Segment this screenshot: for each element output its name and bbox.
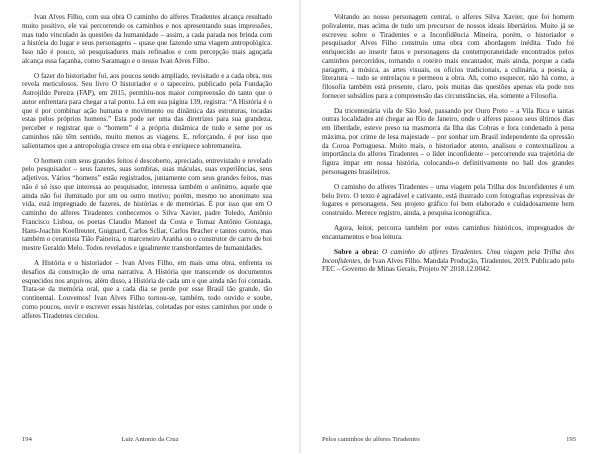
body-paragraph: O homem com seus grandes feitos é descoberto, apreciado, entrevistado e revelado pelo pesquisador – seus fazeres, suas sombras, suas máculas, suas experiências, seus adjetivos. Vários “homens” estão registrados, juntamente com seus grandes feitos, mas não é só isso que interessa ao pesquisador, interessa também o anônimo, aquele que ainda não foi iluminado por um ou outro motivo; porém, mesmo no anonimato sua vida, está impregnado de fazeres, de histórias e de memórias. É por isso que em O caminho do alferes Tiradentes conhecemos o Silva Xavier, padre Toledo, Antônio Francisco Lisboa, os poetas Claudio Manoel da Costa e Tomaz Antônio Gonzaga, Hans-Joachin Koellreuter, Guignard, Carlos Scliar, Carlos Bracher e tantos outros, mas também o ceramista Tião Paineira, o marceneiro Aranha ou o construtor de carro de boi mestre Geraldo Melo. Todos revelados e igualmente transbordantes de humanidades.: [22, 156, 272, 253]
right-page: [300, 0, 600, 453]
body-paragraph: Da tricentenária vila de São José, passando por Ouro Preto – a Vila Rica e tantas outras localidades até chegar ao Rio de Janeiro, onde o alferes passou seus últimos dias em liberdade, esteve preso na masmorra da Ilha das Cobras e fora condenado à pena máxima, por crime de lesa majestade – por sonhar um Brasil independente da opressão da Coroa Portuguesa. Muito mais, o historiador atento, analisou e contextualizou a importância do alferes Tiradentes – o líder inconfidente – percorrendo sua trajetória de figura ímpar em nossa história, colocando-o definitivamente no hall dos grandes personagens brasileiros.: [322, 106, 574, 176]
source-details: , de Ivan Alves Filho. Mandala Produção, Tiradentes, 2019. Publicado pelo FEC – Governo de Minas Gerais, Projeto Nº 2018.12.0042.: [322, 256, 574, 274]
source-citation: Sobre a obra: O caminho do alferes Tiradentes. Uma viagem pela Trilha dos Inconfidentes, de Ivan Alves Filho. Mandala Produção, Tiradentes, 2019. Publicado pelo FEC – Governo de Minas Gerais, Projeto Nº 2018.12.0042.: [322, 247, 574, 274]
left-text-column: [22, 13, 272, 327]
body-paragraph: O fazer do historiador foi, aos poucos sendo ampliado, revisitado e a cada obra, nos revela meticulosos. Seu livro O historiador e o tapeceiro, publicado pela Fundação Astrojildo Pereira (FAP), em 2015, permitiu-nos maior compreensão do tanto que o autor enfrentara para chegar a tal ponto. Lá em sua página 139, registra: “A História é o que é por combinar ação humana e movimento ou dinâmica das estruturas, tocadas estas pelos próprios homens.” Esta pode ser uma das diretrizes para sua grandeza, perceber e registrar que o “homem” é a própria dinâmica de tudo e seme por os caminhos não têm sentido, muito menos as viagens. E, reforçando, é por isso que salientamos que a antropologia cresce em sua obra e enriquece sobremaneira.: [22, 71, 272, 150]
source-title: O caminho do alferes Tiradentes. Uma viagem pela Trilha dos Inconfidentes: [322, 247, 574, 265]
page-number: 195: [566, 436, 576, 443]
body-paragraph: Voltando ao nosso personagem central, o alferes Silva Xavier, que foi homem polivalente, mas acima de tudo um precursor de nossos ideais libertários. Muito já se escreveu sobre o Tiradentes e a Inconfidência Mineira, porém, o historiador e pesquisador Alves Filho construiu uma obra com abordagem inédita. Tudo foi enriquecido ao inserir fatos e personagens da contemporaneidade encontrados pelos caminhos percorridos, tornando o roteiro mais encantador, mais ainda, porque a cada paragem, a música, as artes visuais, os ofícios tradicionais, a culinária, a poesia, a literatura – tudo se entrelaçou e permeou a obra. Ah, como esquecer, não há como, a filosofia também está presente, claro, pois muitas das questões apenas ela pode nos fornecer subsídios para a compreensão das circunstâncias, ela, somente a Filosofia.: [322, 13, 574, 100]
page-number: 194: [22, 436, 32, 443]
running-head: Pelos caminhos do alferes Tiradentes: [322, 436, 420, 443]
source-label: Sobre a obra: [334, 247, 377, 256]
body-paragraph: Agora, leitor, percorra também por estes caminhos históricos, impregnados de encantamentos e boa leitura.: [322, 224, 574, 241]
body-paragraph: O caminho do alferes Tiradentes – uma viagem pela Trilha dos Inconfidentes é um belo livro. O texto é agradável e cativante, está ilustrado com fotografias expressivas de lugares e personagens. Seu projeto gráfico foi bem elaborado e cuidadosamente bem construído. Merece registro, ainda, a pesquisa iconográfica.: [322, 182, 574, 218]
running-head: Luiz Antonio da Cruz: [121, 436, 179, 443]
body-paragraph: Ivan Alves Filho, com sua obra O caminho do alferes Tiradentes alcança resultado muito positivo, ele vai percorrendo os caminhos e nos apresentando suas impressões, mas tudo vinculado às questões da humanidade – assim, a cada parada nos brinda com a história do lugar e seus personagens – quase que fazendo uma viagem antropológica. Isso não é pouco, só pesquisadores mais refinados e com percepção mais aguçada alcança essa façanha, como Saramago e o nosso Ivan Alves Filho.: [22, 13, 272, 65]
right-text-column: [322, 13, 574, 280]
body-paragraph: A História e o historiador – Ivan Alves Filho, em mais uma obra, enfrenta os desafios da construção de uma narrativa. A História que transcende os documentos esquecidos nos arquivos, além disso, a História de cada um e que ainda não foi contada. Trata-se da memória oral, que a cada dia se perde por esse Brasil tão grande, tão continental. Louvemos! Ivan Alves Filho tornou-se, também, todo ouvido e soube, como poucos, ouvir e escrever essas histórias, coletadas por estes caminhos por onde o alferes Tiradentes circulou.: [22, 259, 272, 320]
